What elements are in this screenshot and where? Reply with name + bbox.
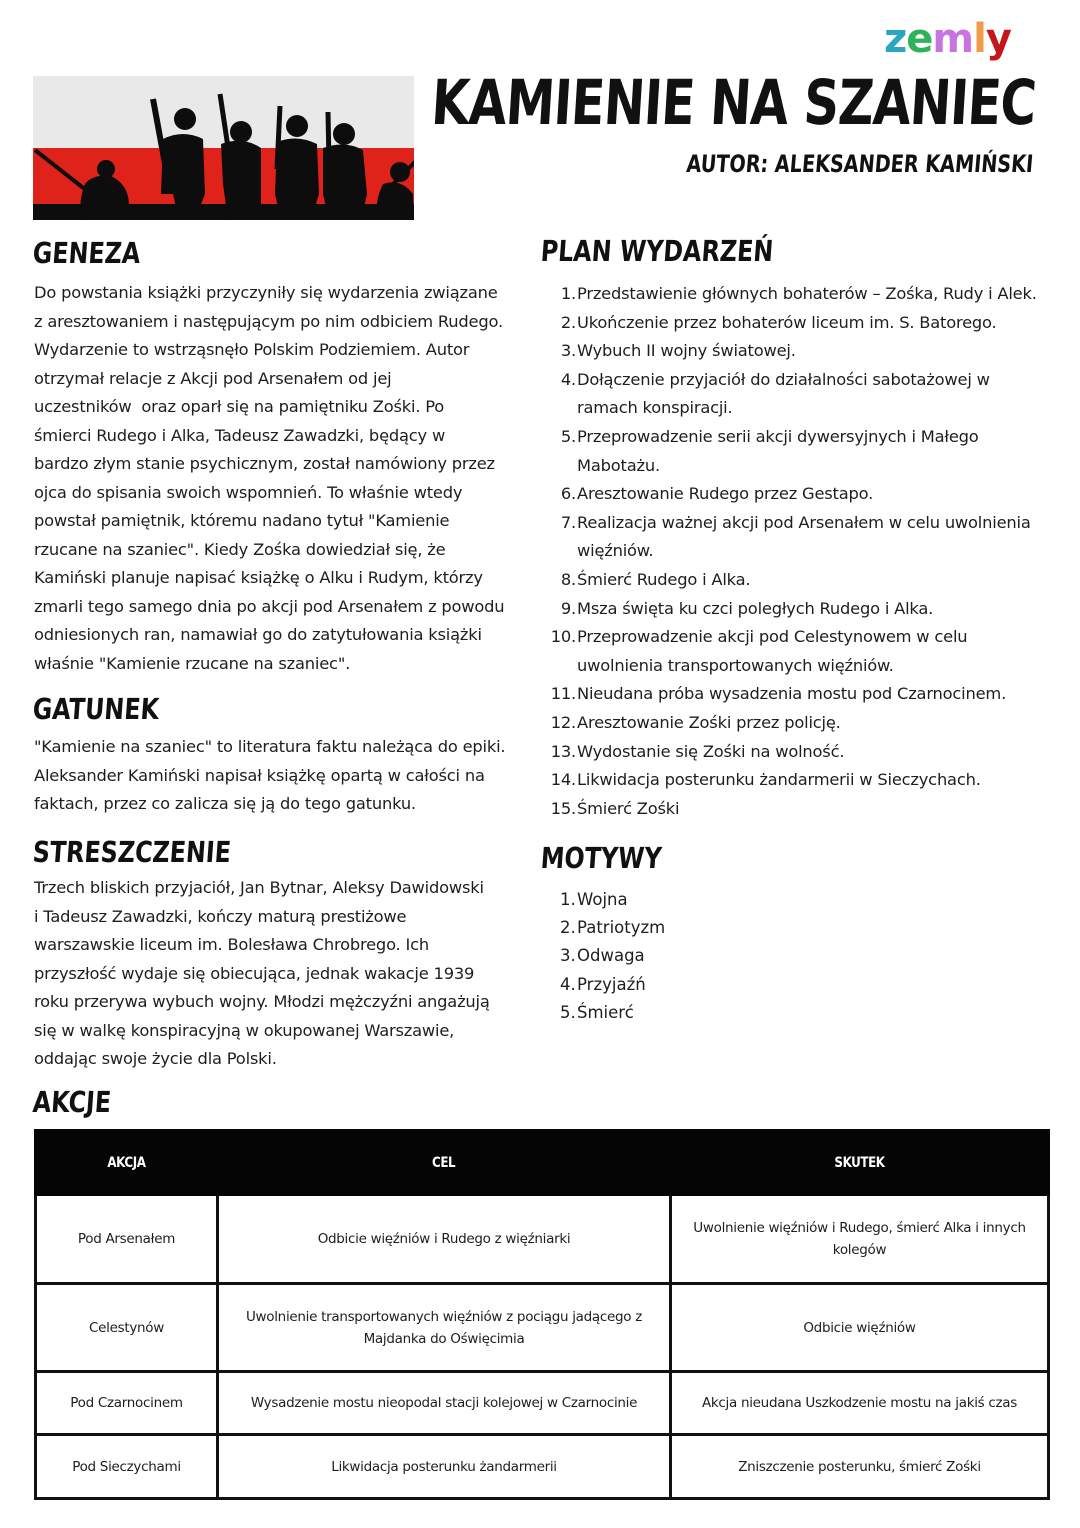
list-item [550, 766, 1070, 795]
column-header-skutek [671, 1131, 1049, 1195]
list-item [550, 509, 1070, 566]
plan-list [550, 280, 1070, 823]
list-item [550, 337, 1070, 366]
text-line: Kamiński planuje napisać książkę o Alku i Rudym, którzy [34, 568, 483, 587]
table-row [36, 1435, 1049, 1499]
list-number: 1. [560, 890, 576, 909]
geneza-paragraph [34, 279, 534, 678]
list-number: 9. [560, 598, 576, 618]
list-text: Aresztowanie Zośki przez policję. [577, 712, 841, 732]
author-line: AUTOR: ALEKSANDER KAMIŃSKI [684, 150, 1034, 178]
list-item [560, 971, 665, 999]
column-header-akcja [36, 1131, 218, 1195]
column-header-cel [218, 1131, 671, 1195]
list-number: 2. [560, 312, 576, 332]
list-item [550, 623, 1070, 680]
list-item [560, 886, 665, 914]
list-text: Przyjaźń [577, 974, 646, 994]
text-line: przyszłość wydaje się obiecująca, jednak wakacje 1939 [34, 963, 475, 983]
list-number: 12. [550, 712, 576, 732]
cell-cel: Odbicie więźniów i Rudego z więźniarki [218, 1195, 671, 1284]
list-text: Aresztowanie Rudego przez Gestapo. [577, 484, 874, 504]
list-number: 4. [560, 974, 576, 994]
text-line: "Kamienie na szaniec" to literatura faktu należąca do epiki. [34, 737, 506, 756]
list-text: Przeprowadzenie akcji pod Celestynowem w celu uwolnienia transportowanych więźniów. [577, 627, 968, 675]
cell-cel: Likwidacja posterunku żandarmerii [218, 1435, 671, 1499]
text-line: warszawskie liceum im. Bolesława Chrobrego. Ich [34, 935, 429, 954]
text-line: powstał pamiętnik, któremu nadano tytuł "Kamienie [34, 511, 450, 530]
list-text: Wojna [577, 890, 628, 909]
banner-image-polish-flag-soldiers [33, 76, 414, 220]
text-line: bardzo złym stanie psychicznym, został namówiony przez [34, 454, 495, 473]
cell-skutek: Zniszczenie posterunku, śmierć Zośki [671, 1435, 1049, 1499]
list-item [550, 280, 1070, 309]
list-number: 14. [550, 770, 576, 790]
list-text: Odwaga [577, 946, 645, 966]
list-item [550, 795, 1070, 824]
list-item [560, 999, 665, 1027]
text-line: z aresztowaniem i następującym po nim odbiciem Rudego. [34, 311, 503, 331]
list-number: 3. [560, 341, 576, 361]
list-text: Patriotyzm [577, 918, 666, 938]
soldiers-silhouette-icon [33, 44, 414, 220]
list-item [550, 309, 1070, 338]
text-line: oddając swoje życie dla Polski. [34, 1049, 277, 1068]
text-line: rzucane na szaniec". Kiedy Zośka dowiedział się, że [34, 539, 446, 559]
text-line: Wydarzenie to wstrząsnęło Polskim Podziemiem. Autor [34, 340, 470, 359]
akcje-table [34, 1129, 1050, 1500]
list-number: 6. [560, 484, 576, 504]
list-item [560, 914, 665, 942]
text-line: zmarli tego samego dnia po akcji pod Arsenałem z powodu [34, 596, 505, 616]
table-row [36, 1195, 1049, 1284]
list-number: 10. [550, 627, 576, 647]
cell-akcja: Pod Arsenałem [36, 1195, 218, 1284]
logo-letter: y [985, 16, 1011, 62]
table-header-row [36, 1131, 1049, 1195]
header-text: SKUTEK [834, 1154, 885, 1171]
list-number: 13. [550, 741, 576, 761]
header-text: AKCJA [107, 1154, 146, 1171]
list-item [550, 566, 1070, 595]
section-title-geneza: GENEZA [31, 236, 142, 270]
list-text: Realizacja ważnej akcji pod Arsenałem w celu uwolnienia więźniów. [577, 512, 1031, 561]
list-number: 5. [560, 426, 576, 446]
list-item [550, 366, 1070, 423]
text-line: otrzymał relacje z Akcji pod Arsenałem od jej [34, 368, 392, 388]
list-item [550, 480, 1070, 509]
list-number: 15. [550, 798, 576, 818]
cell-skutek: Odbicie więźniów [671, 1284, 1049, 1372]
logo-letter: z [884, 16, 907, 62]
zemly-logo [884, 16, 1011, 62]
table-row [36, 1284, 1049, 1372]
cell-akcja: Celestynów [36, 1284, 218, 1372]
list-text: Nieudana próba wysadzenia mostu pod Czarnocinem. [577, 684, 1007, 704]
cell-skutek: Akcja nieudana Uszkodzenie mostu na jakiś czas [671, 1372, 1049, 1435]
logo-letter: e [906, 16, 933, 62]
page-title: KAMIENIE NA SZANIEC [429, 66, 1038, 139]
cell-akcja: Pod Sieczychami [36, 1435, 218, 1499]
list-number: 2. [560, 918, 576, 938]
cell-cel: Uwolnienie transportowanych więźniów z pociągu jadącego z Majdanka do Oświęcimia [218, 1284, 671, 1372]
text-line: Aleksander Kamiński napisał książkę opartą w całości na [34, 765, 485, 785]
list-text: Likwidacja posterunku żandarmerii w Sieczychach. [577, 770, 981, 790]
list-item [550, 423, 1070, 480]
list-item [550, 680, 1070, 709]
text-line: uczestników oraz oparł się na pamiętniku Zośki. Po [34, 397, 445, 416]
logo-letter: l [973, 16, 986, 62]
text-line: ojca do spisania swoich wspomnień. To właśnie wtedy [34, 482, 463, 502]
section-title-akcje: AKCJE [31, 1085, 113, 1119]
header-text: CEL [432, 1154, 456, 1171]
list-text: Dołączenie przyjaciół do działalności sabotażowej w ramach konspiracji. [577, 369, 990, 418]
text-line: się w walkę konspiracyjną w okupowanej Warszawie, [34, 1020, 455, 1040]
section-title-gatunek: GATUNEK [31, 692, 161, 726]
list-number: 1. [560, 284, 576, 303]
text-line: właśnie "Kamienie rzucane na szaniec". [34, 653, 351, 673]
list-text: Śmierć Zośki [577, 798, 680, 818]
list-number: 8. [560, 569, 576, 589]
list-item [560, 942, 665, 970]
text-line: śmierci Rudego i Alka, Tadeusz Zawadzki, będący w [34, 425, 446, 445]
logo-letter: m [932, 16, 974, 62]
list-text: Ukończenie przez bohaterów liceum im. S. Batorego. [577, 312, 997, 332]
streszczenie-paragraph [34, 874, 534, 1074]
text-line: odniesionych ran, namawiał go do zatytułowania książki [34, 625, 482, 644]
section-title-streszczenie: STRESZCZENIE [31, 835, 233, 869]
list-item [550, 595, 1070, 624]
list-number: 7. [560, 512, 576, 532]
motives-list [560, 886, 665, 1027]
text-line: faktach, przez co zalicza się ją do tego gatunku. [34, 794, 416, 813]
text-line: Do powstania książki przyczyniły się wydarzenia związane [34, 283, 498, 302]
list-item [550, 709, 1070, 738]
cell-skutek: Uwolnienie więźniów i Rudego, śmierć Alka i innych kolegów [671, 1195, 1049, 1284]
list-text: Msza święta ku czci poległych Rudego i Alka. [577, 598, 934, 618]
cell-cel: Wysadzenie mostu nieopodal stacji kolejowej w Czarnocinie [218, 1372, 671, 1435]
section-title-motywy: MOTYWY [539, 841, 663, 875]
gatunek-paragraph [34, 733, 544, 819]
list-text: Wybuch II wojny światowej. [577, 341, 796, 361]
list-item [550, 738, 1070, 767]
list-number: 4. [560, 369, 576, 389]
list-text: Śmierć Rudego i Alka. [577, 569, 751, 589]
list-text: Przeprowadzenie serii akcji dywersyjnych i Małego Mabotażu. [577, 426, 979, 475]
list-number: 3. [560, 946, 576, 966]
text-line: i Tadeusz Zawadzki, kończy maturą prestiżowe [34, 906, 407, 926]
list-text: Przedstawienie głównych bohaterów – Zośka, Rudy i Alek. [577, 284, 1037, 303]
list-text: Wydostanie się Zośki na wolność. [577, 741, 845, 761]
list-number: 5. [560, 1002, 576, 1022]
list-text: Śmierć [577, 1002, 634, 1022]
text-line: roku przerywa wybuch wojny. Młodzi mężczyźni angażują [34, 992, 490, 1011]
table-row [36, 1372, 1049, 1435]
cell-akcja: Pod Czarnocinem [36, 1372, 218, 1435]
text-line: Trzech bliskich przyjaciół, Jan Bytnar, Aleksy Dawidowski [34, 878, 484, 897]
section-title-plan-wydarzen: PLAN WYDARZEŃ [539, 234, 775, 268]
list-number: 11. [550, 684, 576, 704]
